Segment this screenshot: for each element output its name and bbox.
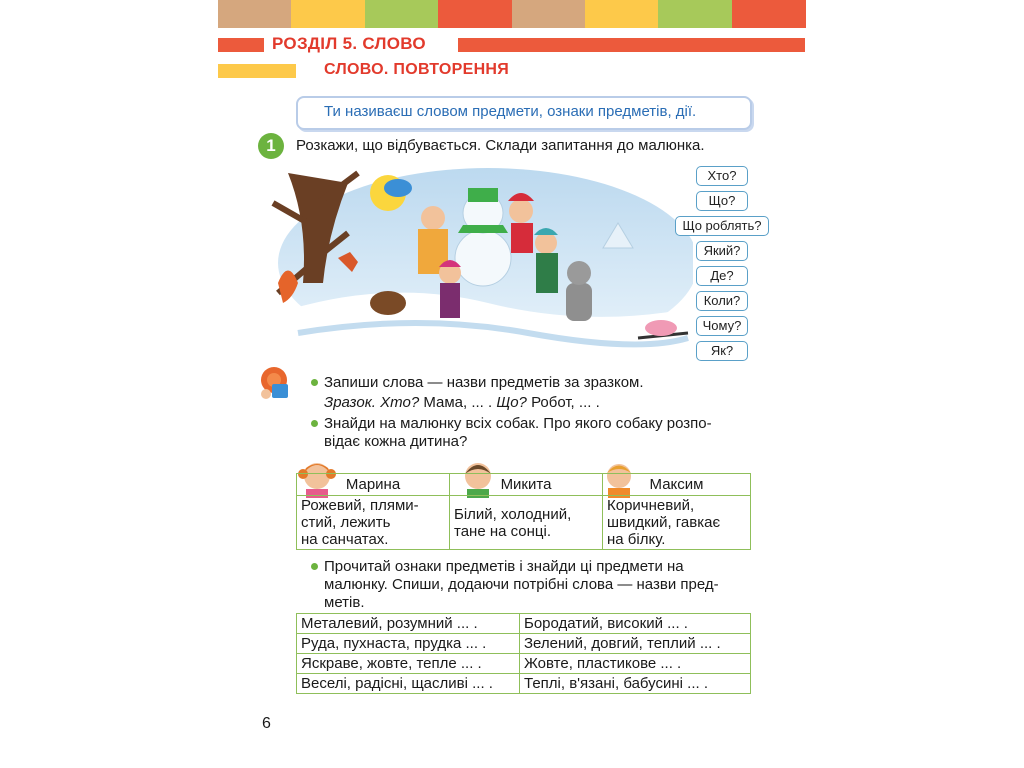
subtitle-bar — [218, 64, 296, 78]
sample-a2: Робот, ... . — [531, 394, 600, 411]
desc-maksym-line: Коричневий, — [607, 497, 695, 514]
task3-line2: малюнку. Спиши, додаючи потрібні слова — назви пред- — [324, 576, 719, 593]
stripe-segment — [218, 0, 292, 28]
kids-table-header — [297, 474, 751, 496]
task2-line2: відає кожна дитина? — [324, 433, 468, 450]
sample-a1: Мама, ... . — [423, 394, 493, 411]
task3-line3: метів. — [324, 594, 365, 611]
sample-q2: Що? — [496, 394, 527, 411]
words-table-cell: Веселі, радісні, щасливі ... . — [297, 674, 520, 694]
question-button: Який? — [696, 241, 748, 261]
stripe-segment — [658, 0, 732, 28]
desc-maksym — [603, 496, 751, 550]
name-marina: Марина — [297, 474, 450, 496]
desc-mykyta-line: Білий, холодний, — [454, 505, 572, 523]
words-table-row — [297, 674, 751, 694]
desc-marina — [297, 496, 450, 550]
desc-marina-line: Рожевий, плями- — [301, 497, 419, 514]
question-button: Що роблять? — [675, 216, 769, 236]
question-button: Що? — [696, 191, 748, 211]
rule-text: Ти називаєш словом предмети, ознаки предметів, дії. — [324, 103, 697, 120]
task3-line1: Прочитай ознаки предметів і знайди ці предмети на — [324, 558, 684, 575]
snail-mascot-image — [258, 364, 294, 404]
section-bar-left — [218, 38, 264, 52]
words-table-row — [297, 614, 751, 634]
stripe-segment — [585, 0, 659, 28]
page-number: 6 — [262, 715, 271, 732]
words-table-cell: Жовте, пластикове ... . — [520, 654, 751, 674]
sample-label: Зразок. — [324, 394, 376, 411]
words-table-cell: Яскраве, жовте, тепле ... . — [297, 654, 520, 674]
desc-mykyta-line: тане на сонці. — [454, 522, 552, 540]
task1-sample — [324, 393, 600, 413]
question-button: Як? — [696, 341, 748, 361]
sample-q1: Хто? — [380, 394, 420, 411]
task2-line1: Знайди на малюнку всіх собак. Про якого собаку розпо- — [324, 415, 712, 432]
top-color-stripe — [218, 0, 805, 28]
desc-marina-line: на санчатах. — [301, 531, 389, 548]
stripe-segment — [512, 0, 586, 28]
desc-maksym-line: на білку. — [607, 531, 666, 548]
winter-illustration — [268, 163, 693, 358]
page-subtitle: СЛОВО. ПОВТОРЕННЯ — [324, 61, 510, 78]
words-table-cell: Бородатий, високий ... . — [520, 614, 751, 634]
words-table-cell: Теплі, в'язані, бабусині ... . — [520, 674, 751, 694]
task1-line1: Запиши слова — назви предметів за зразком. — [324, 374, 644, 391]
question-button: Коли? — [696, 291, 748, 311]
bullet-1 — [311, 379, 318, 386]
bullet-2 — [311, 420, 318, 427]
snail-mascot-icon — [258, 364, 294, 404]
stripe-segment — [732, 0, 806, 28]
question-button: Чому? — [696, 316, 748, 336]
rule-box — [296, 96, 752, 130]
desc-mykyta — [450, 496, 603, 550]
bullet-3 — [311, 563, 318, 570]
words-table-row — [297, 654, 751, 674]
stripe-segment — [365, 0, 439, 28]
words-table-row — [297, 634, 751, 654]
question-button: Хто? — [696, 166, 748, 186]
words-table-body — [297, 614, 751, 694]
words-table-cell: Зелений, довгий, теплий ... . — [520, 634, 751, 654]
section-title: РОЗДІЛ 5. СЛОВО — [272, 34, 426, 53]
kids-table — [296, 473, 751, 550]
section-bar-right — [458, 38, 805, 52]
words-table — [296, 613, 751, 694]
words-table-cell: Руда, пухнаста, прудка ... . — [297, 634, 520, 654]
winter-scene-image — [268, 163, 693, 358]
kids-table-descriptions — [297, 496, 751, 550]
words-table-cell: Металевий, розумний ... . — [297, 614, 520, 634]
stripe-segment — [291, 0, 365, 28]
desc-maksym-line: швидкий, гавкає — [607, 514, 721, 531]
exercise-number: 1 — [258, 133, 284, 159]
exercise-instruction: Розкажи, що відбувається. Склади запитання до малюнка. — [296, 137, 705, 154]
question-button: Де? — [696, 266, 748, 286]
name-maksym: Максим — [603, 474, 751, 496]
name-mykyta: Микита — [450, 474, 603, 496]
desc-marina-line: стий, лежить — [301, 514, 391, 531]
stripe-segment — [438, 0, 512, 28]
